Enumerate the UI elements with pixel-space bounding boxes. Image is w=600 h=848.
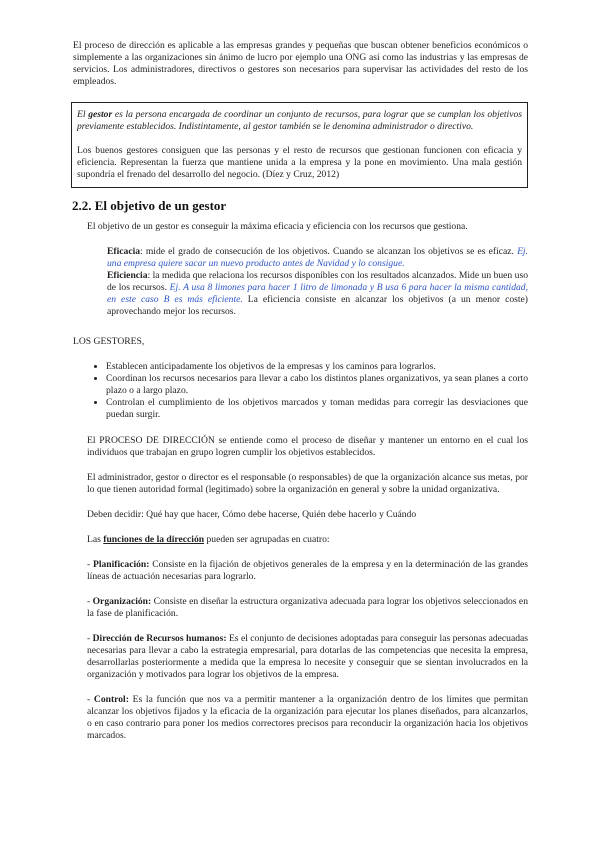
eficiencia-paragraph: [107, 270, 528, 318]
planificacion-text: Consiste en la fijación de objetivos generales de la empresa y en la determinación de las grandes líneas de actuación necesarias para lograrlo.: [87, 559, 529, 582]
funciones-term: funciones de la dirección: [103, 534, 205, 545]
eficiencia-text: : la medida que relaciona los recursos disponibles con los resultados alcanzados. Mide un buen uso de los recursos.: [107, 270, 528, 293]
control-text: Es la función que nos va a permitir mantener a la organización dentro de los límites que permitan alcanzar los objetivos fijados y la eficacia de la organización para ejecutar los planes diseñados, para alcanzarlos, o en caso contrario para poner los medios correctores precisos para reconducir la organización hacia los objetivos marcados.: [87, 694, 528, 741]
intro-paragraph: El proceso de dirección es aplicable a las empresas grandes y pequeñas que buscan obtener beneficios económicos o simplemente a las organizaciones sin ánimo de lucro por ejemplo una ONG así como las industrias y las empresas de servicios. Los administradores, directivos o gestores son necesarios para supervisar las actividades del resto de los empleados.: [73, 40, 528, 87]
list-item: • Establecen anticipadamente los objetivos de la empresas y los caminos para lograrlos.: [106, 361, 528, 373]
funciones-post: pueden ser agrupadas en cuatro:: [204, 534, 330, 545]
eficacia-example: Ej. una empresa quiere sacar un nuevo producto antes de Navidad y lo consigue.: [107, 246, 528, 269]
gestor-definition: [77, 109, 522, 133]
organizacion-text: Consiste en diseñar la estructura organizativa adecuada para lograr los objetivos seleccionados en la fase de planificación.: [87, 596, 528, 619]
gestores-list: [73, 361, 528, 421]
document-page: [73, 40, 528, 755]
eficacia-eficiencia-block: [107, 246, 528, 318]
def-prefix: El: [77, 109, 89, 120]
eficacia-paragraph: [107, 246, 528, 270]
dash: -: [87, 694, 94, 705]
planificacion-term: Planificación:: [92, 559, 150, 570]
gestores-paragraph: Los buenos gestores consiguen que las personas y el resto de recursos que gestionan funcionen con eficacia y eficiencia. Representan la fuerza que mantiene unida a la empresa y la pone en movimiento. Una mala gestión supondría el frenado del desarrollo del negocio. (Díez y Cruz, 2012): [77, 145, 522, 180]
funcion-control: [87, 694, 528, 742]
eficacia-text: : mide el grado de consecución de los objetivos. Cuando se alcanzan los objetivos se es eficaz.: [140, 246, 518, 257]
def-rest: es la persona encargada de coordinar un conjunto de recursos, para lograr que se cumplan los objetivos previamente establecidos. Indistintamente, al gestor también se le denomina administrador o directivo.: [77, 109, 522, 132]
section-heading: 2.2. El objetivo de un gestor: [72, 198, 227, 213]
def-term: gestor: [88, 109, 113, 120]
list-item: • Coordinan los recursos necesarios para llevar a cabo los distintos planes organizativos, ya sean planes a corto plazo o a largo plazo.: [106, 373, 528, 397]
rrhh-text: Es el conjunto de decisiones adoptadas para conseguir las personas adecuadas necesarias para llevar a cabo la estrategia empresarial, para dotarlas de las competencias que necesita la empresa, desarrollarlas posteriormente a medida que la empresa lo necesite y conseguir que se sientan involucrados en la organización y motivados para lograr los objetivos de la empresa.: [87, 633, 528, 680]
control-term: Control:: [93, 694, 129, 705]
funcion-planificacion: [87, 559, 528, 583]
funcion-organizacion: [87, 596, 528, 620]
dash: -: [87, 596, 93, 607]
dash: -: [87, 559, 93, 570]
decidir-paragraph: Deben decidir: Qué hay que hacer, Cómo debe hacerse, Quién debe hacerlo y Cuándo: [87, 509, 417, 520]
proceso-paragraph: El PROCESO DE DIRECCIÓN se entiende como el proceso de diseñar y mantener un entorno en el cual los individuos que trabajan en grupo logren cumplir los objetivos establecidos.: [87, 435, 528, 458]
organizacion-term: Organización:: [92, 596, 152, 607]
gestor-definition-box: [71, 102, 528, 188]
eficiencia-tail: La eficiencia consiste en alcanzar los objetivos (a un menor coste) aprovechando mejor los recursos.: [107, 294, 528, 317]
dash: -: [87, 633, 93, 644]
eficacia-term: Eficacia: [107, 246, 141, 257]
rrhh-term: Dirección de Recursos humanos:: [92, 633, 227, 644]
section-lead: El objetivo de un gestor es conseguir la máxima eficacia y eficiencia con los recursos que gestiona.: [87, 221, 468, 232]
administrador-paragraph: El administrador, gestor o director es el responsable (o responsables) de que la organización alcance sus metas, por lo que tienen autoridad formal (legitimado) sobre la organización en general y sobre la unidad organizativa.: [87, 472, 528, 495]
funciones-pre: Las: [87, 534, 104, 545]
eficiencia-term: Eficiencia: [107, 270, 148, 281]
list-item: • Controlan el cumplimiento de los objetivos marcados y toman medidas para corregir las desviaciones que puedan surgir.: [106, 397, 528, 421]
gestores-label: LOS GESTORES,: [73, 336, 145, 347]
funciones-intro: [87, 534, 528, 546]
eficiencia-example: Ej. A usa 8 limones para hacer 1 litro de limonada y B usa 6 para hacer la misma cantidad, en este caso B es más eficiente.: [107, 282, 528, 305]
funcion-rrhh: [87, 633, 528, 681]
